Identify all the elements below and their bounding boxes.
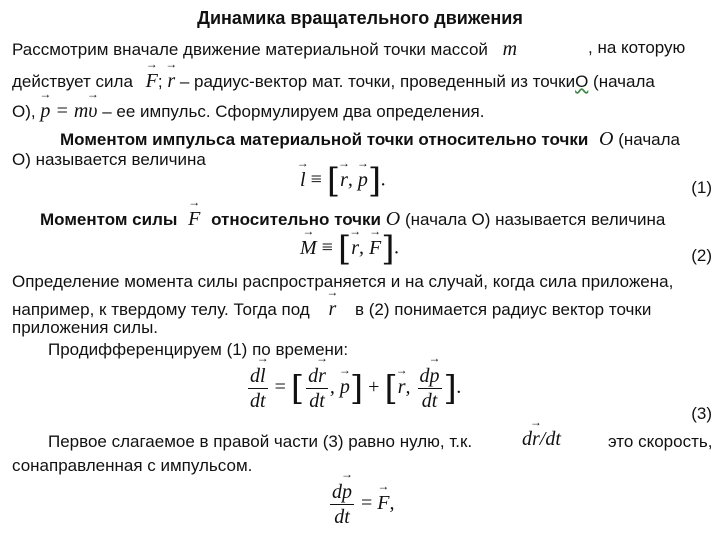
eq3-p: → p bbox=[340, 376, 350, 399]
para2-line2-a: например, к твердому телу. Тогда под bbox=[12, 300, 310, 319]
eq1-op: ≡ bbox=[310, 168, 322, 191]
para1-line1-text-a: Рассмотрим вначале движение материальной точки массой bbox=[12, 40, 488, 59]
eq3-lhs-fraction: $\frac{d\to l}{dt}$ bbox=[248, 364, 268, 413]
definition1-bold: Моментом импульса материальной точки относительно точки bbox=[60, 130, 589, 149]
para1-semicolon: ; bbox=[157, 72, 168, 91]
para1-line1-end: , на которую bbox=[588, 38, 686, 57]
eq4-rhs: → F bbox=[377, 492, 389, 515]
eq3-end: . bbox=[456, 376, 462, 399]
page-title: Динамика вращательного движения bbox=[197, 8, 523, 28]
equation-2-number: (2) bbox=[691, 246, 712, 265]
definition1-tail: (начала bbox=[613, 130, 681, 149]
point-O-label: О bbox=[575, 72, 589, 91]
equation-4 bbox=[328, 480, 395, 529]
para2-line2-b: в (2) понимается радиус вектор точки bbox=[355, 300, 652, 319]
eq1-b: → p bbox=[358, 169, 368, 192]
eq3-dp-fraction: $\frac{d\to p}{dt}$ bbox=[418, 364, 442, 413]
equation-3-number: (3) bbox=[691, 404, 712, 423]
definition2-force-symbol: → F bbox=[188, 208, 200, 231]
momentum-symbol: → p bbox=[40, 100, 50, 123]
definition1-point: О bbox=[599, 128, 614, 150]
para1-line1 bbox=[12, 38, 517, 61]
para1-line3: О), → p = m→ υ – ее импульс. Сформулируем два определения. bbox=[12, 100, 484, 123]
eq3-r: → r bbox=[398, 376, 406, 399]
para4-line1-b: это скорость, bbox=[608, 432, 713, 451]
para4-line1-a: Первое слагаемое в правой части (3) равно нулю, т.к. bbox=[48, 432, 473, 451]
definition2-point: O bbox=[385, 208, 401, 230]
force-vector-symbol: → F bbox=[146, 70, 158, 93]
eq1-a: → r bbox=[340, 169, 348, 192]
mass-symbol: m bbox=[502, 38, 518, 60]
para1-line3-text-b: – ее импульс. Сформулируем два определения. bbox=[102, 102, 485, 121]
eq2-a: → r bbox=[351, 237, 359, 260]
radius-vector-symbol: → r bbox=[167, 70, 175, 93]
para1-line3-text-a: О), bbox=[12, 102, 41, 121]
eq3-equals: = bbox=[274, 376, 286, 399]
eq3-plus: + bbox=[368, 376, 380, 399]
definition2-bold2: относительно точки bbox=[211, 210, 382, 229]
definition1-line2: О) называется величина bbox=[12, 150, 206, 169]
equation-2: → M ≡ [→ r, → F]. bbox=[300, 232, 400, 266]
para4-drdt: d→ r/dt bbox=[522, 428, 561, 451]
para3-text: Продифференцируем (1) по времени: bbox=[48, 340, 349, 359]
para2-r-symbol: → r bbox=[328, 298, 336, 321]
para1-line2-text-d: (начала bbox=[588, 72, 655, 91]
definition2-bold1: Моментом силы bbox=[40, 210, 178, 229]
eq1-lhs: → l bbox=[300, 169, 306, 192]
equation-3: $\frac{d\to l}{dt}$ = [ $\frac{d\to r}{dt}$ , → p] + [→ r, $\frac{d\to p}{dt}$ ]. bbox=[246, 364, 462, 413]
para1-line2-text-c: – радиус-вектор мат. точки, проведенный из точки bbox=[175, 72, 576, 91]
eq4-end: , bbox=[389, 492, 395, 515]
eq2-end: . bbox=[394, 236, 400, 259]
eq1-end: . bbox=[381, 168, 387, 191]
definition2-tail: (начала O) называется величина bbox=[404, 210, 666, 229]
definition1-line1 bbox=[60, 128, 680, 151]
eq3-dr-fraction: $\frac{d\to r}{dt}$ bbox=[306, 364, 328, 413]
para1-line2-text-a: действует сила bbox=[12, 72, 133, 91]
equation-1-number: (1) bbox=[691, 178, 712, 197]
para2-line1: Определение момента силы распространяется и на случай, когда сила приложена, bbox=[12, 272, 674, 291]
eq2-lhs: → M bbox=[300, 237, 317, 260]
eq2-op: ≡ bbox=[321, 236, 333, 259]
eq4-dp-fraction: $\frac{d\to p}{dt}$ bbox=[330, 480, 354, 529]
para4-line2: сонаправленная с импульсом. bbox=[12, 456, 253, 475]
eq2-b: → F bbox=[369, 237, 381, 260]
para2-line3: приложения силы. bbox=[12, 318, 159, 337]
eq4-equals: = bbox=[361, 492, 373, 515]
equation-1: → l ≡ [→ r, → p]. bbox=[300, 164, 386, 198]
para1-line2 bbox=[12, 70, 655, 93]
